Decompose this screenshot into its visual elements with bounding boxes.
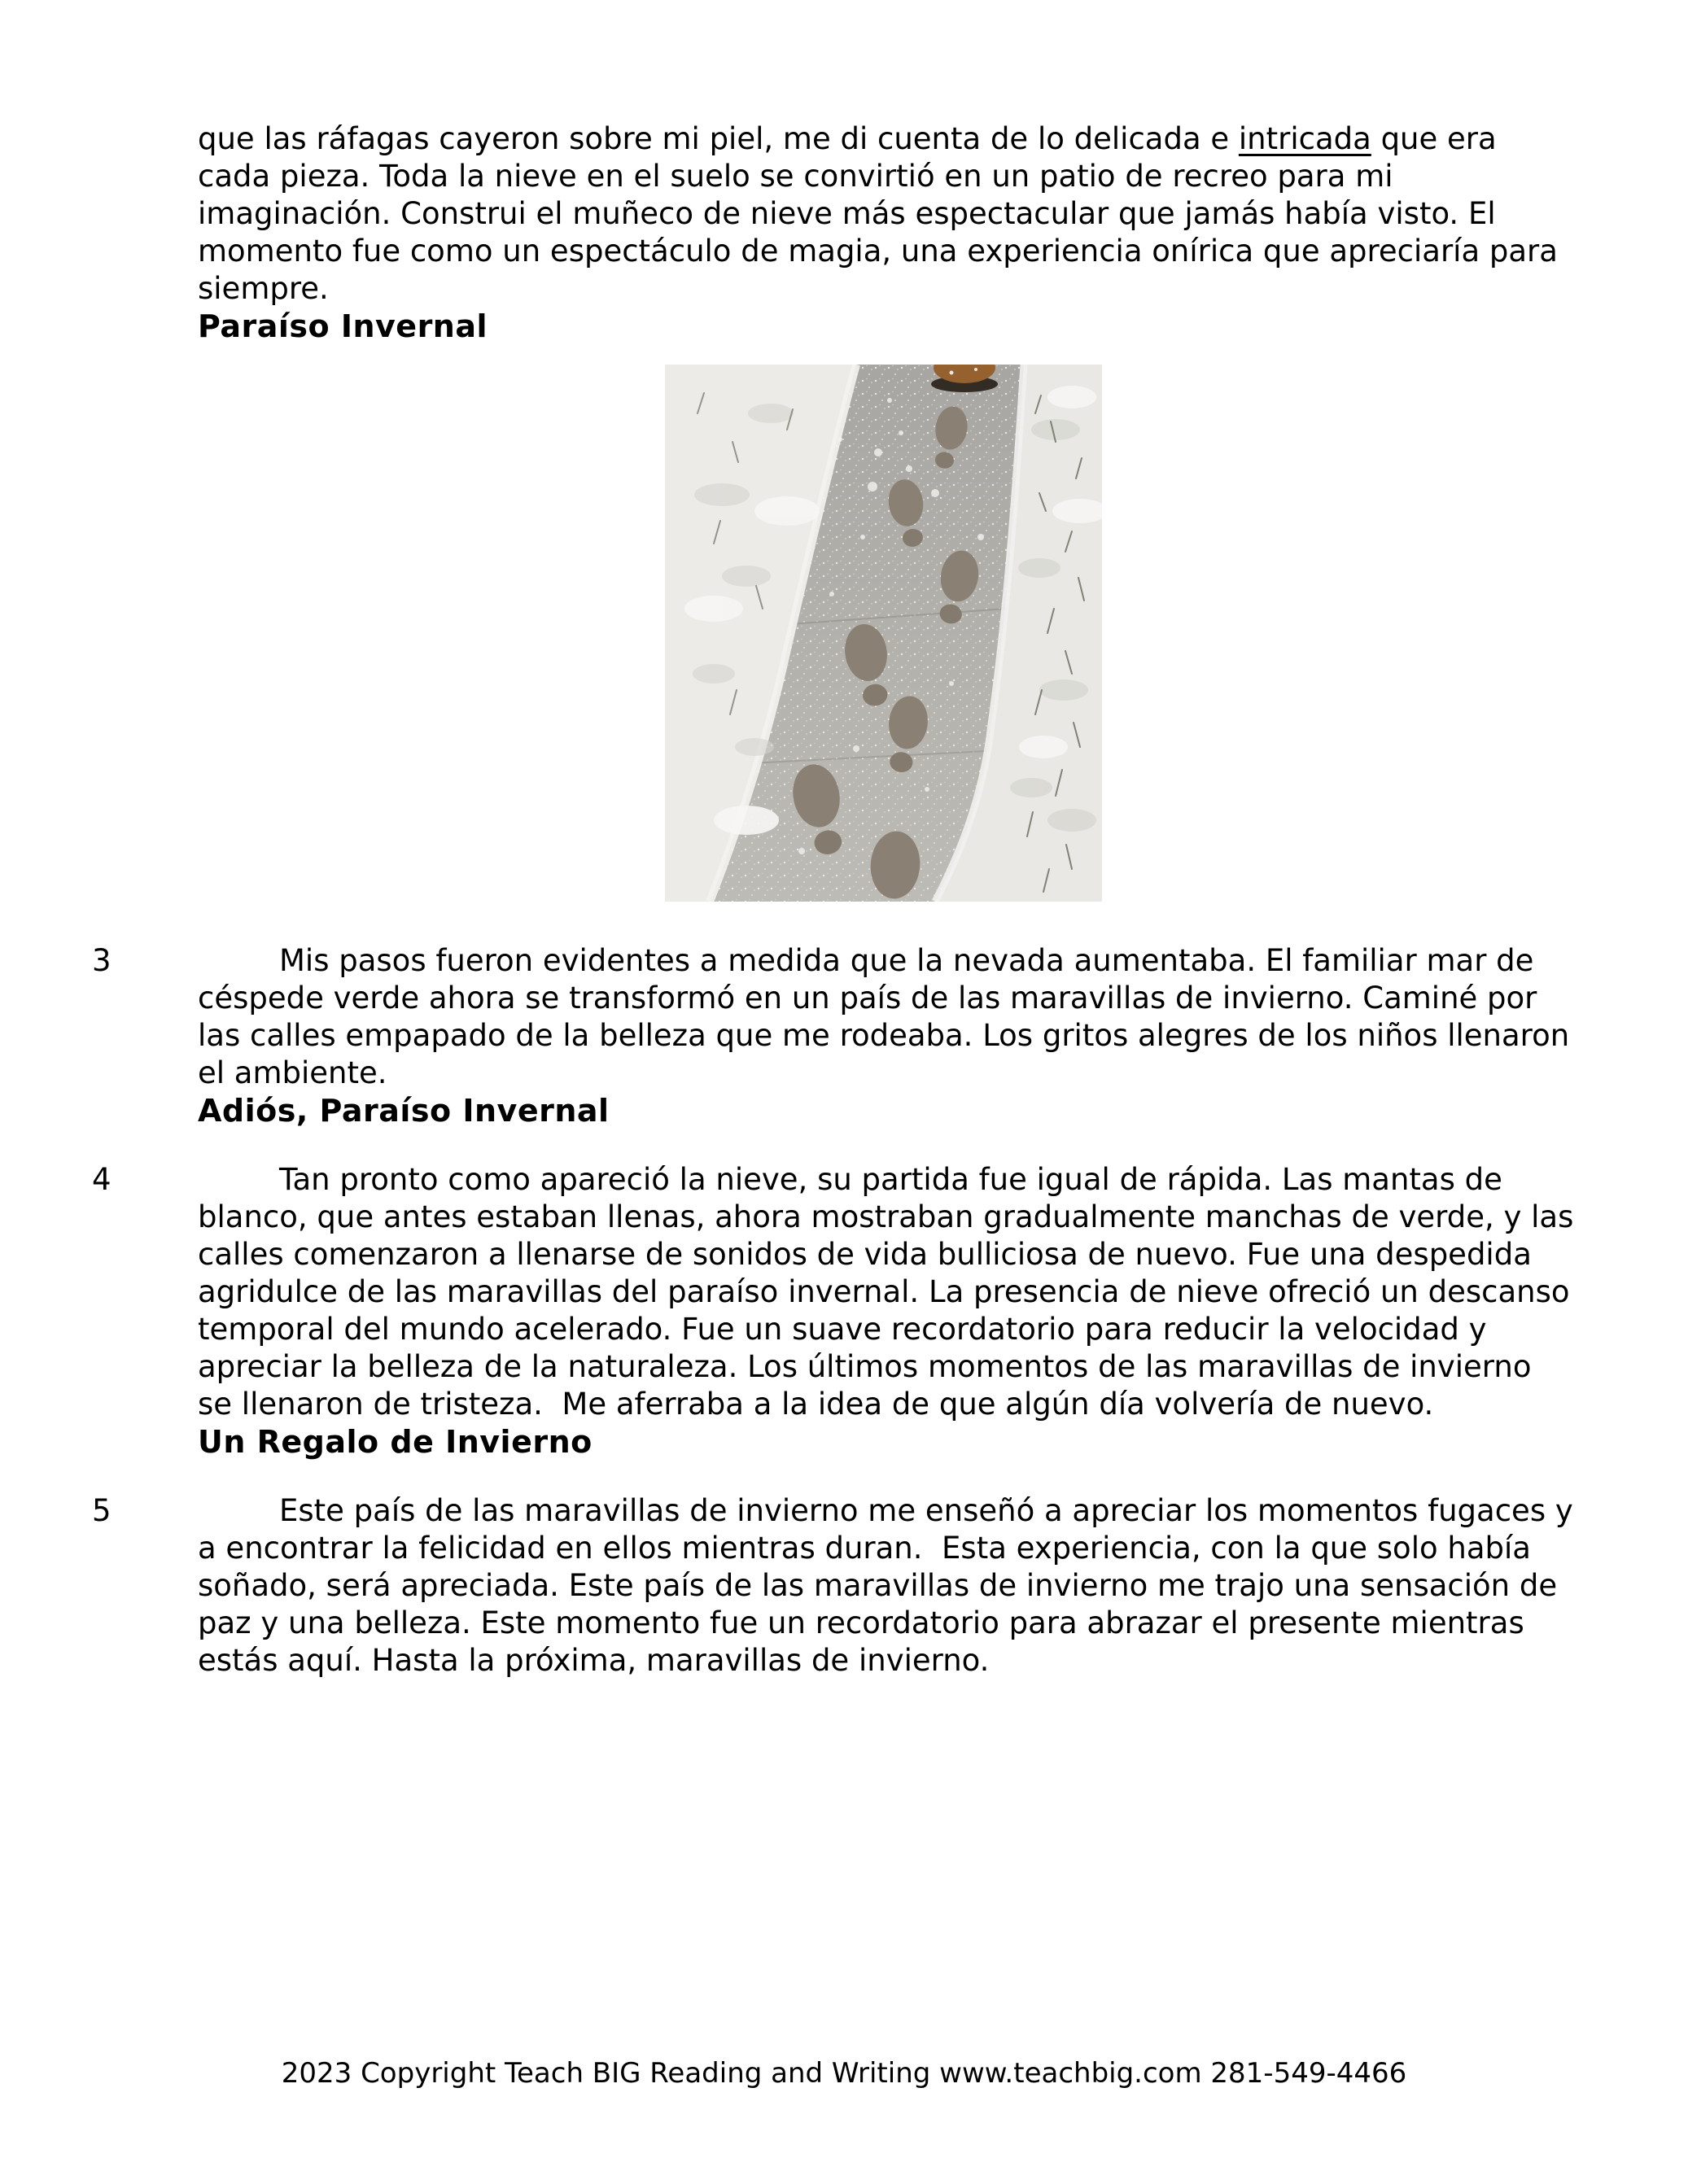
intro-text-before: que las ráfagas cayeron sobre mi piel, me di cuenta de lo delicada e	[198, 121, 1239, 156]
snow-footprints-photo	[665, 365, 1102, 902]
footer-copyright: 2023 Copyright Teach BIG Reading and Writing www.teachbig.com 281-549-4466	[281, 2057, 1407, 2090]
underlined-word: intricada	[1238, 121, 1371, 156]
paragraph-4-text: Tan pronto como apareció la nieve, su partida fue igual de rápida. Las mantas de blanco, que antes estaban llenas, ahora mostraban gradualmente manchas de verde, y las calles comenzaron a llenarse de sonidos de vida bulliciosa de nuevo. Fue una despedida agridulce de las maravillas del paraíso invernal. La presencia de nieve ofreció un descanso temporal del mundo acelerado. Fue un suave recordatorio para reducir la velocidad y apreciar la belleza de la naturaleza. Los últimos momentos de las maravillas de invierno se llenaron de tristeza. Me aferraba a la idea de que algún día volvería de nuevo.	[198, 1162, 1584, 1422]
paragraph-3-text: Mis pasos fueron evidentes a medida que la nevada aumentaba. El familiar mar de céspede verde ahora se transformó en un país de las maravillas de invierno. Caminé por las calles empapado de la belleza que me rodeaba. Los gritos alegres de los niños llenaron el ambiente.	[198, 943, 1579, 1090]
paragraph-5-number: 5	[92, 1493, 112, 1528]
paragraph-3	[92, 942, 1579, 1092]
intro-text-after: que era cada pieza. Toda la nieve en el suelo se convirtió en un patio de recreo para mi imaginación. Construi el muñeco de nieve más espectacular que jamás había visto. El momento fue como un espectáculo de magia, una experiencia onírica que apreciaría para siempre.	[198, 121, 1568, 306]
boot	[931, 365, 998, 392]
heading-adios-paraiso-invernal: Adiós, Paraíso Invernal	[198, 1093, 610, 1129]
paragraph-5	[92, 1492, 1583, 1679]
paragraph-3-number: 3	[92, 943, 112, 978]
paragraph-4	[92, 1161, 1584, 1423]
heading-paraiso-invernal: Paraíso Invernal	[198, 308, 488, 344]
intro-paragraph	[198, 120, 1575, 308]
heading-un-regalo-de-invierno: Un Regalo de Invierno	[198, 1424, 593, 1460]
document-content	[92, 120, 1584, 1679]
paragraph-5-text: Este país de las maravillas de invierno me enseñó a apreciar los momentos fugaces y a encontrar la felicidad en ellos mientras duran. Esta experiencia, con la que solo había soñado, será apreciada. Este país de las maravillas de invierno me trajo una sensación de paz y una belleza. Este momento fue un recordatorio para abrazar el presente mientras estás aquí. Hasta la próxima, maravillas de invierno.	[198, 1493, 1583, 1678]
paragraph-4-number: 4	[92, 1162, 112, 1197]
